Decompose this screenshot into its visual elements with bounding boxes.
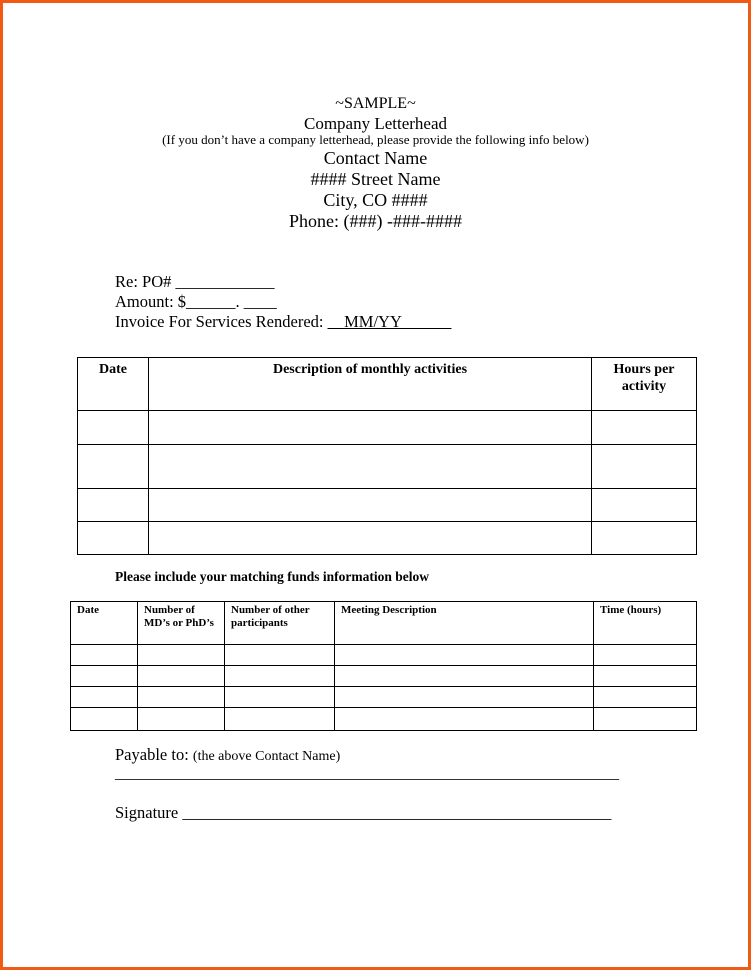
cell[interactable] bbox=[149, 489, 592, 522]
table-row bbox=[71, 645, 697, 666]
letterhead-note: (If you don’t have a company letterhead, please provide the following info below) bbox=[162, 132, 589, 147]
cell[interactable] bbox=[149, 522, 592, 555]
table-row bbox=[71, 687, 697, 708]
cell[interactable] bbox=[71, 708, 138, 731]
cell[interactable] bbox=[592, 445, 697, 489]
amount-field: Amount: $______. ____ bbox=[115, 292, 277, 311]
table-row bbox=[71, 666, 697, 687]
cell[interactable] bbox=[138, 645, 225, 666]
cell[interactable] bbox=[592, 522, 697, 555]
table-row bbox=[78, 411, 697, 445]
matching-funds-table bbox=[70, 601, 697, 731]
letterhead-title: Company Letterhead bbox=[303, 114, 448, 133]
cell[interactable] bbox=[138, 708, 225, 731]
cell[interactable] bbox=[594, 645, 697, 666]
invoice-period: __MM/YY______ bbox=[327, 312, 452, 331]
city-state: City, CO #### bbox=[323, 190, 428, 210]
table-row bbox=[78, 445, 697, 489]
table-header-row bbox=[78, 358, 697, 411]
cell[interactable] bbox=[71, 687, 138, 708]
cell[interactable] bbox=[78, 445, 149, 489]
sample-label: ~SAMPLE~ bbox=[335, 95, 416, 112]
cell[interactable] bbox=[594, 687, 697, 708]
cell[interactable] bbox=[138, 666, 225, 687]
invoice-label: Invoice For Services Rendered: bbox=[115, 312, 328, 331]
cell[interactable] bbox=[138, 687, 225, 708]
cell[interactable] bbox=[335, 645, 594, 666]
cell[interactable] bbox=[592, 411, 697, 445]
cell[interactable] bbox=[78, 489, 149, 522]
signature-line: Signature ____________________________________________________ bbox=[115, 803, 612, 822]
payable-to bbox=[115, 745, 340, 765]
col-other-participants: Number of other participants bbox=[225, 602, 335, 645]
cell[interactable] bbox=[78, 522, 149, 555]
table-row bbox=[71, 708, 697, 731]
table-row bbox=[78, 489, 697, 522]
col-date: Date bbox=[71, 602, 138, 645]
contact-name: Contact Name bbox=[323, 148, 428, 168]
cell[interactable] bbox=[71, 666, 138, 687]
table-header-row bbox=[71, 602, 697, 645]
col-date: Date bbox=[78, 358, 149, 411]
col-time: Time (hours) bbox=[594, 602, 697, 645]
cell[interactable] bbox=[594, 708, 697, 731]
cell[interactable] bbox=[149, 411, 592, 445]
cell[interactable] bbox=[225, 708, 335, 731]
cell[interactable] bbox=[335, 708, 594, 731]
col-hours: Hours per activity bbox=[592, 358, 697, 411]
cell[interactable] bbox=[335, 687, 594, 708]
matching-funds-heading: Please include your matching funds information below bbox=[115, 569, 430, 584]
cell[interactable] bbox=[335, 666, 594, 687]
cell[interactable] bbox=[225, 666, 335, 687]
col-md-phd: Number of MD’s or PhD’s bbox=[138, 602, 225, 645]
cell[interactable] bbox=[592, 489, 697, 522]
invoice-field bbox=[115, 312, 451, 332]
cell[interactable] bbox=[78, 411, 149, 445]
phone: Phone: (###) -###-#### bbox=[289, 211, 462, 231]
payable-line: _______________________________________________________________ bbox=[115, 765, 619, 782]
street-address: #### Street Name bbox=[310, 169, 441, 189]
payable-label: Payable to: bbox=[115, 745, 193, 764]
cell[interactable] bbox=[225, 687, 335, 708]
cell[interactable] bbox=[149, 445, 592, 489]
activities-table bbox=[77, 357, 697, 555]
po-field: Re: PO# ____________ bbox=[115, 272, 275, 291]
payable-value: (the above Contact Name) bbox=[192, 749, 341, 764]
col-description: Description of monthly activities bbox=[149, 358, 592, 411]
cell[interactable] bbox=[71, 645, 138, 666]
cell[interactable] bbox=[225, 645, 335, 666]
table-row bbox=[78, 522, 697, 555]
cell[interactable] bbox=[594, 666, 697, 687]
col-meeting-description: Meeting Description bbox=[335, 602, 594, 645]
